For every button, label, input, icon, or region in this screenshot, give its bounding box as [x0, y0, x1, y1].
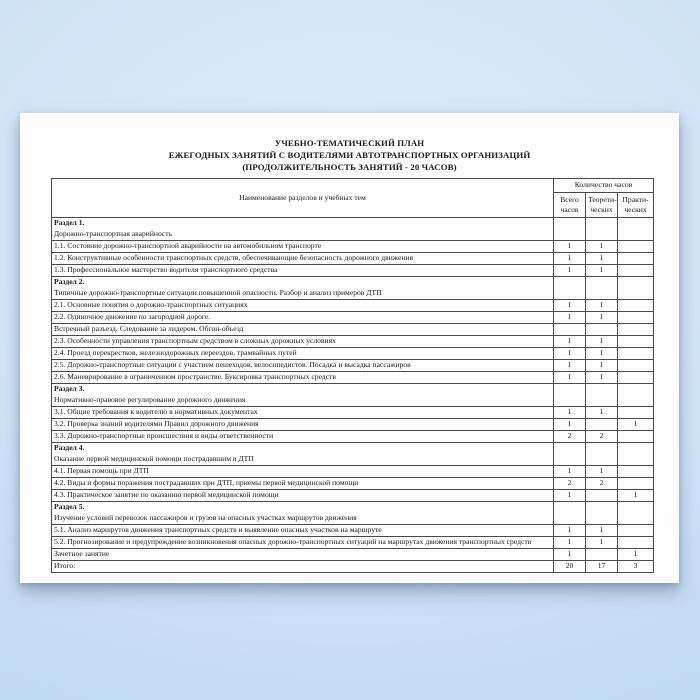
topic-row [52, 253, 654, 265]
total-row [52, 561, 654, 573]
topic-cell: 3.3. Дорожно-транспортные происшествия и виды ответственности [52, 431, 554, 443]
practice-hours-cell [618, 443, 654, 466]
practice-hours-cell [618, 360, 654, 372]
theory-hours-cell [586, 384, 618, 407]
practice-hours-cell [618, 218, 654, 241]
topic-cell: 4.1. Первая помощь при ДТП [52, 466, 554, 478]
total-hours-cell: 1 [554, 549, 586, 561]
total-hours-cell [554, 324, 586, 336]
theory-hours-cell: 17 [586, 561, 618, 573]
theory-hours-cell: 1 [586, 336, 618, 348]
topic-cell: Итого: [52, 561, 554, 573]
theory-hours-cell [586, 502, 618, 525]
total-hours-cell: 1 [554, 265, 586, 277]
theory-hours-cell: 1 [586, 241, 618, 253]
practice-hours-cell [618, 466, 654, 478]
topic-cell [52, 218, 554, 241]
section-row [52, 443, 654, 466]
topic-cell [52, 502, 554, 525]
total-hours-cell: 2 [554, 478, 586, 490]
topic-cell: 1.1. Состояние дорожно-транспортной аварийности на автомобильном транспорте [52, 241, 554, 253]
header-practice-line2: ческих [624, 205, 647, 214]
topic-cell: 5.2. Прогнозирование и предупреждение возникновения опасных дорожно-транспортных ситуаций на маршрутах движения транспортных средств [52, 537, 554, 549]
theory-hours-cell: 1 [586, 372, 618, 384]
theory-hours-cell: 1 [586, 407, 618, 419]
topic-row [52, 490, 654, 502]
header-row-group [52, 179, 654, 193]
topic-cell [52, 443, 554, 466]
section-title: Раздел 5. [54, 502, 85, 511]
practice-hours-cell [618, 384, 654, 407]
title-line-2: ЕЖЕГОДНЫХ ЗАНЯТИЙ С ВОДИТЕЛЯМИ АВТОТРАНСПОРТНЫХ ОРГАНИЗАЦИЙ [168, 150, 531, 160]
theory-hours-cell [586, 490, 618, 502]
theory-hours-cell: 1 [586, 537, 618, 549]
section-row [52, 384, 654, 407]
total-hours-cell: 1 [554, 407, 586, 419]
theory-hours-cell: 1 [586, 312, 618, 324]
topic-row [52, 478, 654, 490]
practice-hours-cell [618, 431, 654, 443]
topic-row [52, 324, 654, 336]
total-hours-cell: 1 [554, 537, 586, 549]
total-hours-cell: 1 [554, 360, 586, 372]
total-hours-cell: 1 [554, 253, 586, 265]
practice-hours-cell [618, 300, 654, 312]
practice-hours-cell [618, 336, 654, 348]
practice-hours-cell [618, 241, 654, 253]
topic-row [52, 407, 654, 419]
topic-cell [52, 277, 554, 300]
topic-row [52, 241, 654, 253]
total-hours-cell: 1 [554, 348, 586, 360]
practice-hours-cell [618, 277, 654, 300]
practice-hours-cell [618, 537, 654, 549]
total-hours-cell: 1 [554, 525, 586, 537]
topic-cell: 2.6. Маневрирование в ограниченном пространстве. Буксировка транспортных средств [52, 372, 554, 384]
topic-row [52, 372, 654, 384]
total-hours-cell: 1 [554, 300, 586, 312]
practice-hours-cell: 1 [618, 419, 654, 431]
topic-cell: 3.2. Проверка знаний водителями Правил дорожного движения [52, 419, 554, 431]
practice-hours-cell [618, 478, 654, 490]
section-row [52, 502, 654, 525]
section-subtitle: Типичные дорожно-транспортные ситуации повышенной опасности. Разбор и анализ примеров ДТП [54, 287, 382, 297]
section-title: Раздел 1. [54, 218, 85, 227]
total-hours-cell [554, 277, 586, 300]
total-hours-cell: 1 [554, 336, 586, 348]
section-row [52, 218, 654, 241]
practice-hours-cell [618, 407, 654, 419]
total-hours-cell: 1 [554, 490, 586, 502]
topic-cell: 4.2. Виды и формы поражения пострадавших при ДТП, приемы первой медицинской помощи [52, 478, 554, 490]
header-hours-group: Количество часов [554, 179, 654, 193]
topic-row [52, 300, 654, 312]
topic-cell: Встречный разъезд. Следование за лидером. Обгон-объезд [52, 324, 554, 336]
theory-hours-cell: 2 [586, 478, 618, 490]
total-hours-cell: 20 [554, 561, 586, 573]
document-page [20, 113, 679, 583]
practice-hours-cell [618, 253, 654, 265]
topic-cell: 2.1. Основные понятия о дорожно-транспортных ситуациях [52, 300, 554, 312]
practice-hours-cell [618, 324, 654, 336]
training-plan-table [51, 178, 654, 573]
topic-cell: 2.5. Дорожно-транспортные ситуации с участием пешеходов, велосипедистов. Посадка и высадка пассажиров [52, 360, 554, 372]
topic-cell: 2.3. Особенности управления транспортным средством в сложных дорожных условиях [52, 336, 554, 348]
section-title: Раздел 2. [54, 277, 85, 286]
theory-hours-cell: 2 [586, 431, 618, 443]
header-total-line1: Всего [560, 194, 579, 204]
total-hours-cell: 1 [554, 312, 586, 324]
theory-hours-cell [586, 324, 618, 336]
practice-hours-cell [618, 348, 654, 360]
topic-cell: 5.1. Анализ маршрутов движения транспортных средств и выявление опасных участков на маршруте [52, 525, 554, 537]
practice-hours-cell [618, 265, 654, 277]
table-header [52, 179, 654, 218]
theory-hours-cell [586, 218, 618, 241]
topic-row [52, 348, 654, 360]
topic-cell: 4.3. Практическое занятие по оказанию первой медицинской помощи [52, 490, 554, 502]
section-subtitle: Оказание первой медицинской помощи пострадавшим в ДТП [54, 453, 254, 463]
theory-hours-cell [586, 419, 618, 431]
practice-hours-cell [618, 525, 654, 537]
header-total-line2: часов [560, 205, 579, 214]
theory-hours-cell [586, 277, 618, 300]
header-theory-line2: ческих [590, 205, 613, 214]
topic-cell [52, 384, 554, 407]
practice-hours-cell: 3 [618, 561, 654, 573]
topic-cell: 3.1. Общие требования к водителю в нормативных документах [52, 407, 554, 419]
section-title: Раздел 4. [54, 443, 85, 452]
topic-row [52, 549, 654, 561]
topic-row [52, 431, 654, 443]
total-hours-cell [554, 502, 586, 525]
title-line-3: (ПРОДОЛЖИТЕЛЬНОСТЬ ЗАНЯТИЙ - 20 ЧАСОВ) [242, 162, 457, 172]
topic-row [52, 537, 654, 549]
topic-cell: Зачетное занятие [52, 549, 554, 561]
theory-hours-cell [586, 443, 618, 466]
title-line-1: УЧЕБНО-ТЕМАТИЧЕСКИЙ ПЛАН [274, 138, 425, 148]
theory-hours-cell: 1 [586, 253, 618, 265]
theory-hours-cell [586, 549, 618, 561]
header-theory-hours [586, 193, 618, 218]
topic-row [52, 360, 654, 372]
section-subtitle: Нормативно-правовое регулирование дорожного движения [54, 394, 246, 404]
topic-row [52, 265, 654, 277]
header-theory-line1: Теорети- [588, 194, 617, 204]
topic-row [52, 525, 654, 537]
topic-row [52, 466, 654, 478]
total-hours-cell: 1 [554, 372, 586, 384]
total-hours-cell [554, 218, 586, 241]
theory-hours-cell: 1 [586, 348, 618, 360]
header-topics-column: Наименование разделов и учебных тем [52, 179, 554, 218]
topic-cell: 1.2. Конструктивные особенности транспортных средств, обеспечивающие безопасность дорожного движения [52, 253, 554, 265]
topic-row [52, 419, 654, 431]
total-hours-cell: 1 [554, 419, 586, 431]
topic-row [52, 336, 654, 348]
theory-hours-cell: 1 [586, 360, 618, 372]
practice-hours-cell: 1 [618, 549, 654, 561]
total-hours-cell: 1 [554, 466, 586, 478]
header-practice-hours [618, 193, 654, 218]
document-title [20, 137, 679, 173]
table-body [52, 218, 654, 573]
topic-cell: 2.2. Одиночное движение по загородной дороге. [52, 312, 554, 324]
section-row [52, 277, 654, 300]
topic-row [52, 312, 654, 324]
section-title: Раздел 3. [54, 384, 85, 393]
theory-hours-cell: 1 [586, 265, 618, 277]
practice-hours-cell [618, 312, 654, 324]
practice-hours-cell: 1 [618, 490, 654, 502]
header-practice-line1: Практи- [622, 194, 649, 204]
section-subtitle: Изучение условий перевозок пассажиров и грузов на опасных участках маршрутов движения [54, 512, 357, 522]
total-hours-cell [554, 443, 586, 466]
theory-hours-cell: 1 [586, 525, 618, 537]
topic-cell: 2.4. Проезд перекрестков, железнодорожных переездов, трамвайных путей [52, 348, 554, 360]
topic-cell: 1.3. Профессиональное мастерство водителя транспортного средства [52, 265, 554, 277]
total-hours-cell [554, 384, 586, 407]
total-hours-cell: 1 [554, 241, 586, 253]
theory-hours-cell: 1 [586, 466, 618, 478]
total-hours-cell: 2 [554, 431, 586, 443]
section-subtitle: Дорожно-транспортная аварийность [54, 228, 173, 238]
practice-hours-cell [618, 502, 654, 525]
header-total-hours [554, 193, 586, 218]
theory-hours-cell: 1 [586, 300, 618, 312]
practice-hours-cell [618, 372, 654, 384]
